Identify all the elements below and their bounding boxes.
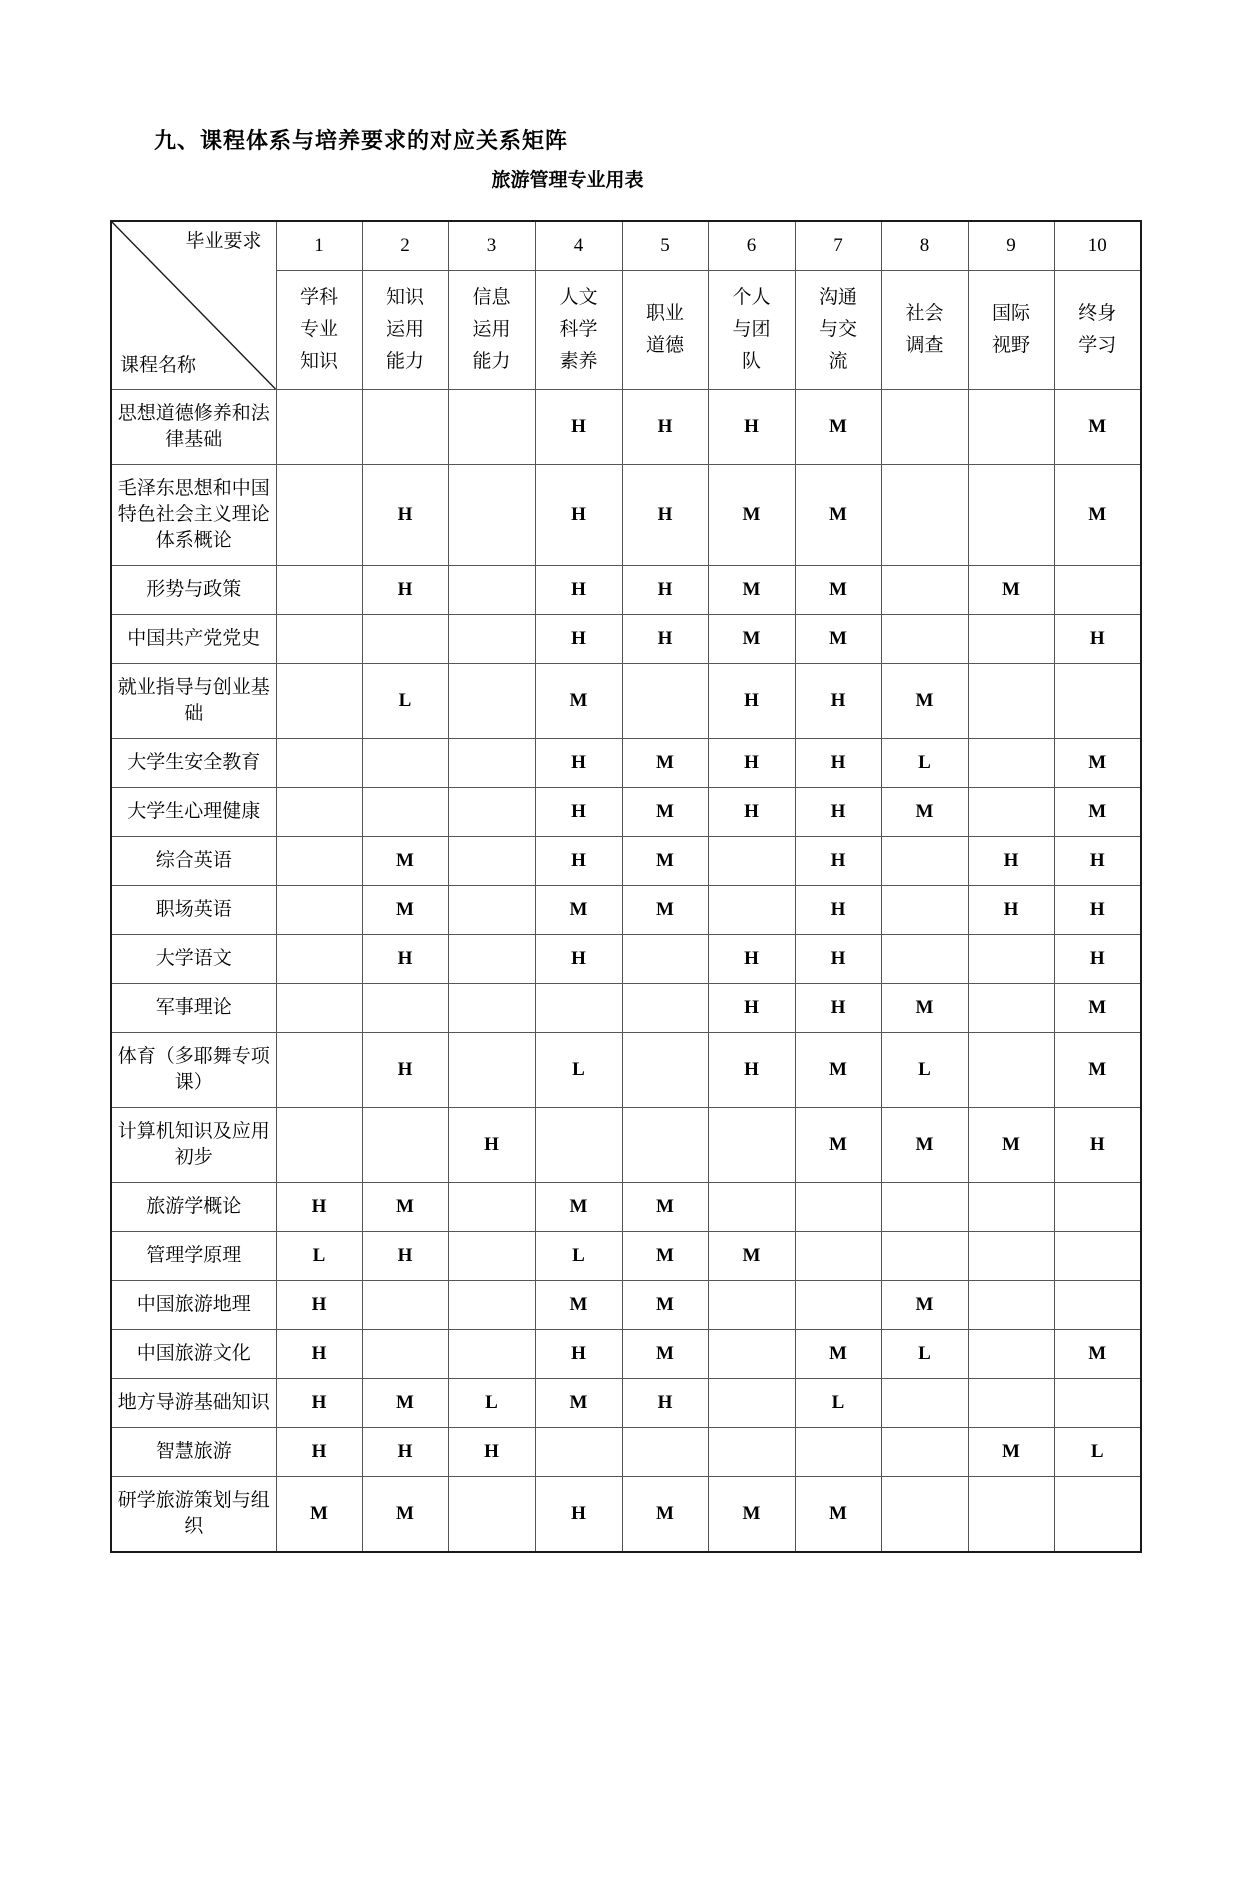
course-row	[111, 1033, 1141, 1108]
empty-value-cell	[968, 739, 1054, 788]
level-value-cell: H	[795, 886, 881, 935]
empty-value-cell	[448, 465, 535, 566]
empty-value-cell	[968, 1232, 1054, 1281]
column-number-7: 7	[795, 221, 881, 271]
level-value-cell: H	[276, 1428, 362, 1477]
empty-value-cell	[362, 984, 448, 1033]
level-value-cell: H	[968, 837, 1054, 886]
empty-value-cell	[276, 465, 362, 566]
empty-value-cell	[448, 1330, 535, 1379]
level-value-cell: L	[881, 739, 968, 788]
level-value-cell: H	[708, 664, 795, 739]
column-number-10: 10	[1054, 221, 1141, 271]
section-title: 九、课程体系与培养要求的对应关系矩阵	[154, 128, 569, 153]
level-value-cell: H	[708, 984, 795, 1033]
level-value-cell: M	[1054, 788, 1141, 837]
level-value-cell: M	[622, 1232, 708, 1281]
column-number-4: 4	[535, 221, 622, 271]
level-value-cell: M	[362, 886, 448, 935]
column-label-text: 职业道德	[645, 303, 684, 356]
column-label-text: 知识运用能力	[385, 287, 424, 372]
level-value-cell: M	[362, 1379, 448, 1428]
empty-value-cell	[795, 1183, 881, 1232]
level-value-cell: H	[795, 984, 881, 1033]
empty-value-cell	[795, 1232, 881, 1281]
column-label	[535, 271, 622, 390]
empty-value-cell	[881, 566, 968, 615]
level-value-cell: M	[795, 1108, 881, 1183]
empty-value-cell	[448, 788, 535, 837]
course-name: 思想道德修养和法律基础	[111, 390, 276, 465]
column-number-8: 8	[881, 221, 968, 271]
empty-value-cell	[362, 390, 448, 465]
header-number-row	[111, 221, 1141, 271]
column-label-text: 信息运用能力	[472, 287, 511, 372]
level-value-cell: M	[708, 1232, 795, 1281]
level-value-cell: H	[535, 615, 622, 664]
column-number-2: 2	[362, 221, 448, 271]
level-value-cell: H	[622, 465, 708, 566]
empty-value-cell	[968, 615, 1054, 664]
course-row	[111, 664, 1141, 739]
level-value-cell: M	[968, 1428, 1054, 1477]
empty-value-cell	[448, 886, 535, 935]
level-value-cell: M	[795, 1033, 881, 1108]
course-name: 智慧旅游	[111, 1428, 276, 1477]
empty-value-cell	[708, 1281, 795, 1330]
level-value-cell: H	[708, 1033, 795, 1108]
course-name: 体育（多耶舞专项课）	[111, 1033, 276, 1108]
level-value-cell: H	[276, 1330, 362, 1379]
empty-value-cell	[448, 566, 535, 615]
column-label	[708, 271, 795, 390]
level-value-cell: L	[795, 1379, 881, 1428]
level-value-cell: L	[881, 1330, 968, 1379]
level-value-cell: M	[708, 465, 795, 566]
course-row	[111, 1428, 1141, 1477]
level-value-cell: H	[622, 1379, 708, 1428]
empty-value-cell	[622, 1108, 708, 1183]
course-name: 旅游学概论	[111, 1183, 276, 1232]
level-value-cell: H	[795, 739, 881, 788]
course-name: 中国共产党党史	[111, 615, 276, 664]
course-row	[111, 566, 1141, 615]
course-name: 综合英语	[111, 837, 276, 886]
empty-value-cell	[708, 1379, 795, 1428]
empty-value-cell	[622, 1428, 708, 1477]
level-value-cell: L	[535, 1232, 622, 1281]
empty-value-cell	[622, 664, 708, 739]
course-name: 中国旅游文化	[111, 1330, 276, 1379]
empty-value-cell	[881, 390, 968, 465]
course-name: 研学旅游策划与组织	[111, 1477, 276, 1553]
course-name: 大学生心理健康	[111, 788, 276, 837]
column-label-text: 终身学习	[1078, 303, 1117, 356]
empty-value-cell	[362, 1281, 448, 1330]
empty-value-cell	[795, 1281, 881, 1330]
column-label	[362, 271, 448, 390]
empty-value-cell	[448, 837, 535, 886]
level-value-cell: H	[535, 465, 622, 566]
level-value-cell: M	[795, 615, 881, 664]
level-value-cell: H	[795, 664, 881, 739]
level-value-cell: M	[622, 837, 708, 886]
column-number-3: 3	[448, 221, 535, 271]
level-value-cell: L	[362, 664, 448, 739]
course-name: 军事理论	[111, 984, 276, 1033]
level-value-cell: M	[362, 1183, 448, 1232]
level-value-cell: M	[622, 788, 708, 837]
level-value-cell: H	[708, 390, 795, 465]
level-value-cell: M	[795, 566, 881, 615]
level-value-cell: M	[1054, 390, 1141, 465]
table-title: 旅游管理专业用表	[491, 170, 644, 191]
corner-label-graduation-requirements: 毕业要求	[185, 231, 262, 252]
level-value-cell: H	[535, 1330, 622, 1379]
empty-value-cell	[1054, 1281, 1141, 1330]
column-number-1: 1	[276, 221, 362, 271]
column-label	[968, 271, 1054, 390]
empty-value-cell	[276, 615, 362, 664]
column-number-5: 5	[622, 221, 708, 271]
empty-value-cell	[968, 1281, 1054, 1330]
course-row	[111, 739, 1141, 788]
column-label-text: 人文科学素养	[559, 287, 598, 372]
empty-value-cell	[881, 1477, 968, 1553]
empty-value-cell	[881, 1428, 968, 1477]
level-value-cell: H	[795, 788, 881, 837]
course-row	[111, 1232, 1141, 1281]
empty-value-cell	[276, 739, 362, 788]
empty-value-cell	[276, 566, 362, 615]
level-value-cell: H	[362, 1428, 448, 1477]
level-value-cell: H	[708, 935, 795, 984]
level-value-cell: M	[276, 1477, 362, 1553]
empty-value-cell	[1054, 1477, 1141, 1553]
level-value-cell: H	[1054, 1108, 1141, 1183]
empty-value-cell	[535, 984, 622, 1033]
empty-value-cell	[276, 1033, 362, 1108]
level-value-cell: L	[448, 1379, 535, 1428]
empty-value-cell	[1054, 664, 1141, 739]
empty-value-cell	[708, 1330, 795, 1379]
empty-value-cell	[708, 886, 795, 935]
corner-cell	[111, 221, 276, 390]
level-value-cell: H	[276, 1183, 362, 1232]
empty-value-cell	[881, 1379, 968, 1428]
empty-value-cell	[881, 1232, 968, 1281]
level-value-cell: M	[622, 1281, 708, 1330]
level-value-cell: H	[795, 935, 881, 984]
empty-value-cell	[881, 465, 968, 566]
level-value-cell: M	[535, 886, 622, 935]
empty-value-cell	[448, 935, 535, 984]
level-value-cell: M	[622, 1477, 708, 1553]
empty-value-cell	[535, 1428, 622, 1477]
empty-value-cell	[276, 390, 362, 465]
level-value-cell: H	[362, 935, 448, 984]
level-value-cell: L	[276, 1232, 362, 1281]
level-value-cell: M	[362, 1477, 448, 1553]
level-value-cell: H	[622, 566, 708, 615]
empty-value-cell	[276, 664, 362, 739]
level-value-cell: H	[708, 788, 795, 837]
course-name: 就业指导与创业基础	[111, 664, 276, 739]
level-value-cell: M	[708, 1477, 795, 1553]
empty-value-cell	[448, 739, 535, 788]
level-value-cell: H	[795, 837, 881, 886]
level-value-cell: M	[1054, 1033, 1141, 1108]
level-value-cell: H	[1054, 615, 1141, 664]
column-label-text: 国际视野	[991, 303, 1030, 356]
level-value-cell: H	[362, 1232, 448, 1281]
level-value-cell: M	[795, 1330, 881, 1379]
column-label	[881, 271, 968, 390]
level-value-cell: L	[1054, 1428, 1141, 1477]
course-row	[111, 837, 1141, 886]
course-name: 毛泽东思想和中国特色社会主义理论体系概论	[111, 465, 276, 566]
column-label-text: 个人与团队	[732, 287, 771, 372]
level-value-cell: M	[1054, 1330, 1141, 1379]
level-value-cell: H	[362, 566, 448, 615]
course-row	[111, 615, 1141, 664]
level-value-cell: M	[708, 566, 795, 615]
empty-value-cell	[1054, 1379, 1141, 1428]
course-row	[111, 1477, 1141, 1553]
empty-value-cell	[448, 1281, 535, 1330]
empty-value-cell	[448, 984, 535, 1033]
empty-value-cell	[968, 390, 1054, 465]
empty-value-cell	[1054, 566, 1141, 615]
empty-value-cell	[968, 1330, 1054, 1379]
level-value-cell: H	[622, 615, 708, 664]
level-value-cell: L	[535, 1033, 622, 1108]
empty-value-cell	[448, 664, 535, 739]
document-page	[0, 126, 1241, 1881]
empty-value-cell	[968, 1183, 1054, 1232]
empty-value-cell	[795, 1428, 881, 1477]
level-value-cell: M	[362, 837, 448, 886]
level-value-cell: M	[535, 1281, 622, 1330]
empty-value-cell	[881, 615, 968, 664]
empty-value-cell	[881, 886, 968, 935]
level-value-cell: M	[795, 465, 881, 566]
level-value-cell: H	[1054, 886, 1141, 935]
course-name: 大学语文	[111, 935, 276, 984]
course-row	[111, 390, 1141, 465]
level-value-cell: M	[881, 984, 968, 1033]
course-row	[111, 465, 1141, 566]
column-label-text: 沟通与交流	[818, 287, 857, 372]
empty-value-cell	[708, 1428, 795, 1477]
empty-value-cell	[448, 1033, 535, 1108]
level-value-cell: H	[535, 837, 622, 886]
level-value-cell: M	[968, 566, 1054, 615]
level-value-cell: H	[276, 1281, 362, 1330]
empty-value-cell	[708, 1108, 795, 1183]
empty-value-cell	[968, 935, 1054, 984]
course-row	[111, 1108, 1141, 1183]
level-value-cell: H	[622, 390, 708, 465]
column-label	[795, 271, 881, 390]
level-value-cell: H	[708, 739, 795, 788]
empty-value-cell	[362, 1330, 448, 1379]
level-value-cell: M	[622, 1183, 708, 1232]
course-row	[111, 1281, 1141, 1330]
empty-value-cell	[276, 984, 362, 1033]
level-value-cell: H	[535, 1477, 622, 1553]
course-name: 地方导游基础知识	[111, 1379, 276, 1428]
empty-value-cell	[362, 739, 448, 788]
level-value-cell: H	[1054, 837, 1141, 886]
course-row	[111, 1330, 1141, 1379]
empty-value-cell	[1054, 1232, 1141, 1281]
column-number-9: 9	[968, 221, 1054, 271]
empty-value-cell	[276, 837, 362, 886]
course-name: 中国旅游地理	[111, 1281, 276, 1330]
empty-value-cell	[968, 1033, 1054, 1108]
column-label	[1054, 271, 1141, 390]
empty-value-cell	[622, 1033, 708, 1108]
level-value-cell: M	[1054, 984, 1141, 1033]
level-value-cell: M	[708, 615, 795, 664]
level-value-cell: M	[622, 886, 708, 935]
level-value-cell: M	[795, 1477, 881, 1553]
level-value-cell: M	[881, 664, 968, 739]
empty-value-cell	[362, 788, 448, 837]
column-label-text: 社会调查	[905, 303, 944, 356]
empty-value-cell	[968, 1477, 1054, 1553]
course-name: 职场英语	[111, 886, 276, 935]
level-value-cell: M	[1054, 739, 1141, 788]
course-row	[111, 886, 1141, 935]
level-value-cell: H	[448, 1108, 535, 1183]
course-row	[111, 984, 1141, 1033]
empty-value-cell	[362, 615, 448, 664]
empty-value-cell	[448, 390, 535, 465]
matrix-body	[111, 390, 1141, 1553]
level-value-cell: M	[535, 1183, 622, 1232]
empty-value-cell	[968, 788, 1054, 837]
level-value-cell: H	[1054, 935, 1141, 984]
level-value-cell: H	[362, 465, 448, 566]
empty-value-cell	[968, 664, 1054, 739]
empty-value-cell	[622, 984, 708, 1033]
empty-value-cell	[881, 1183, 968, 1232]
course-row	[111, 1183, 1141, 1232]
empty-value-cell	[1054, 1183, 1141, 1232]
column-label	[276, 271, 362, 390]
course-name: 计算机知识及应用初步	[111, 1108, 276, 1183]
level-value-cell: H	[535, 788, 622, 837]
level-value-cell: L	[881, 1033, 968, 1108]
level-value-cell: M	[622, 1330, 708, 1379]
level-value-cell: M	[535, 664, 622, 739]
empty-value-cell	[968, 465, 1054, 566]
column-number-6: 6	[708, 221, 795, 271]
level-value-cell: M	[881, 788, 968, 837]
level-value-cell: H	[362, 1033, 448, 1108]
empty-value-cell	[276, 935, 362, 984]
column-label-text: 学科专业知识	[299, 287, 338, 372]
empty-value-cell	[448, 1232, 535, 1281]
level-value-cell: M	[795, 390, 881, 465]
empty-value-cell	[622, 935, 708, 984]
course-name: 管理学原理	[111, 1232, 276, 1281]
level-value-cell: M	[968, 1108, 1054, 1183]
course-name: 形势与政策	[111, 566, 276, 615]
level-value-cell: M	[1054, 465, 1141, 566]
level-value-cell: M	[535, 1379, 622, 1428]
empty-value-cell	[881, 837, 968, 886]
empty-value-cell	[708, 1183, 795, 1232]
curriculum-requirements-matrix	[110, 220, 1142, 1553]
level-value-cell: H	[276, 1379, 362, 1428]
empty-value-cell	[276, 1108, 362, 1183]
empty-value-cell	[968, 984, 1054, 1033]
course-row	[111, 788, 1141, 837]
level-value-cell: H	[535, 739, 622, 788]
empty-value-cell	[448, 1477, 535, 1553]
level-value-cell: H	[535, 566, 622, 615]
empty-value-cell	[276, 886, 362, 935]
empty-value-cell	[881, 935, 968, 984]
column-label	[448, 271, 535, 390]
level-value-cell: M	[622, 739, 708, 788]
empty-value-cell	[448, 615, 535, 664]
course-row	[111, 1379, 1141, 1428]
empty-value-cell	[968, 1379, 1054, 1428]
empty-value-cell	[535, 1108, 622, 1183]
matrix-header	[111, 221, 1141, 390]
course-row	[111, 935, 1141, 984]
level-value-cell: M	[881, 1108, 968, 1183]
empty-value-cell	[362, 1108, 448, 1183]
empty-value-cell	[276, 788, 362, 837]
empty-value-cell	[448, 1183, 535, 1232]
level-value-cell: H	[535, 390, 622, 465]
empty-value-cell	[708, 837, 795, 886]
level-value-cell: M	[881, 1281, 968, 1330]
level-value-cell: H	[535, 935, 622, 984]
course-name: 大学生安全教育	[111, 739, 276, 788]
corner-label-course-name: 课程名称	[120, 355, 197, 376]
level-value-cell: H	[448, 1428, 535, 1477]
column-label	[622, 271, 708, 390]
level-value-cell: H	[968, 886, 1054, 935]
